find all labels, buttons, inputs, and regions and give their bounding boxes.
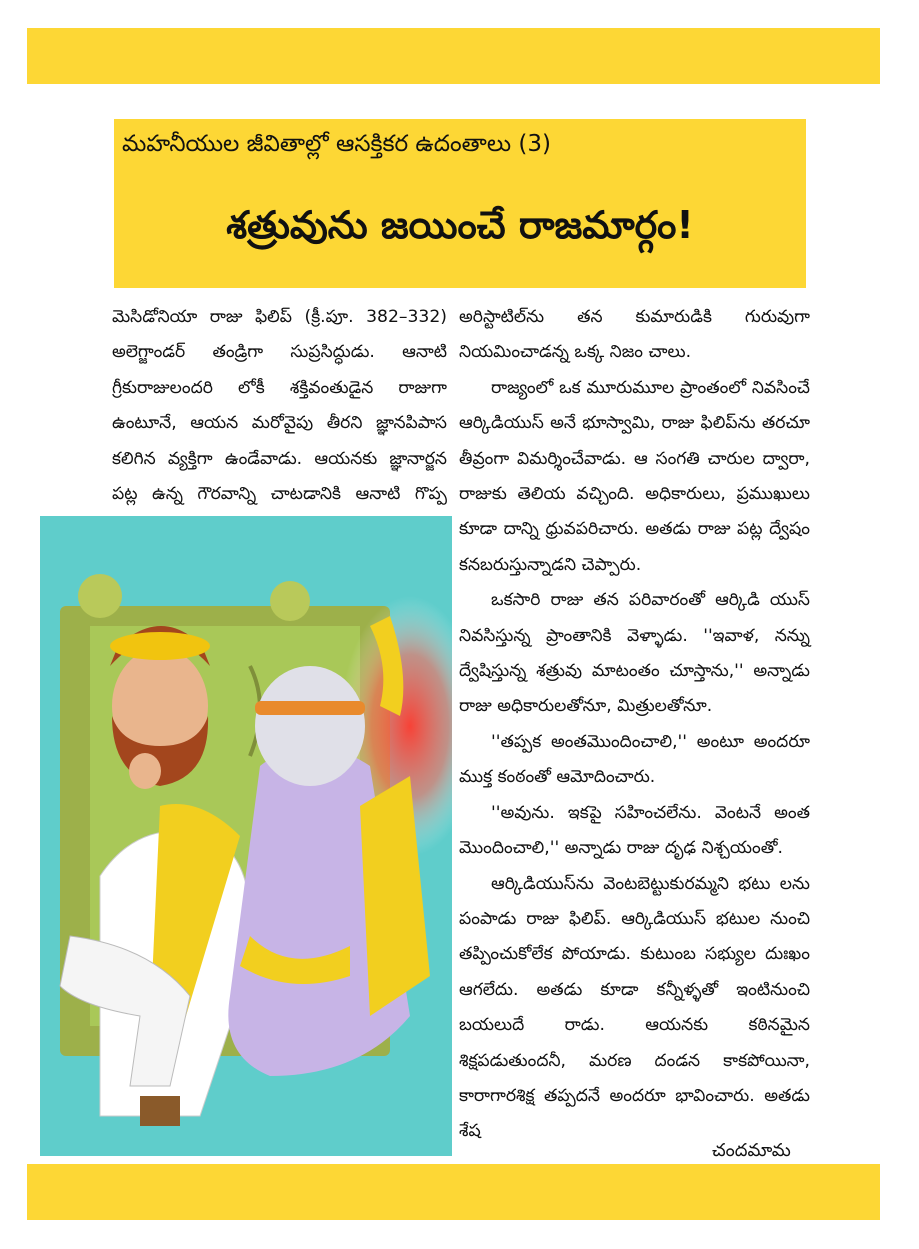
right-paragraph-1: అరిస్టాటిల్‌ను తన కుమారుడికి గురువుగా నియమించాడన్న ఒక్క నిజం చాలు.	[459, 307, 810, 363]
series-title: మహనీయుల జీవితాల్లో ఆసక్తికర ఉదంతాలు (3)	[122, 131, 551, 157]
left-column-text	[112, 300, 447, 548]
right-paragraph-6: ఆర్కిడియుస్‌ను వెంటబెట్టుకురమ్మని భటు లను పంపాడు రాజు ఫిలిప్. ఆర్కిడియుస్ భటుల నుంచి తప్పించుకోలేక పోయాడు. కుటుంబ సభ్యుల దుఃఖం ఆగలేదు. అతడు కూడా కన్నీళ్ళతో ఇంటినుంచి బయలుదే రాడు. ఆయనకు కఠినమైన శిక్షపడుతుందనీ, మరణ దండన కాకపోయినా, కారాగారశిక్ష తప్పదనే అందరూ భావించారు. అతడు శేష	[459, 873, 810, 1142]
right-paragraph-3: ఒకసారి రాజు తన పరివారంతో ఆర్కిడి యుస్ నివసిస్తున్న ప్రాంతానికి వెళ్ళాడు. ''ఇవాళ, నన్ను ద్వేషిస్తున్న శత్రువు మాటంతం చూస్తాను,'' అన్నాడు రాజు అధికారులతోనూ, మిత్రులతోనూ.	[459, 590, 810, 717]
right-column-text	[459, 300, 810, 1150]
right-paragraph-5: ''అవును. ఇకపై సహించలేను. వెంటనే అంత మొందించాలి,'' అన్నాడు రాజు దృఢ నిశ్చయంతో.	[459, 802, 810, 859]
king-and-elder-illustration	[40, 516, 452, 1156]
bottom-yellow-band	[27, 1164, 880, 1220]
title-box	[114, 119, 806, 288]
right-paragraph-2: రాజ్యంలో ఒక మూరుమూల ప్రాంతంలో నివసించే ఆర్కిడియుస్ అనే భూస్వామి, రాజు ఫిలిప్‌ను తరచూ తీవ్రంగా విమర్శించేవాడు. ఆ సంగతి చారుల ద్వారా, రాజుకు తెలియ వచ్చింది. అధికారులు, ప్రముఖులు కూడా దాన్ని ధ్రువపరిచారు. అతడు రాజు పట్ల ద్వేషం కనబరుస్తున్నాడని చెప్పారు.	[459, 377, 810, 575]
footer-magazine-name: చందమామ	[712, 1140, 791, 1161]
left-paragraph: మెసిడోనియా రాజు ఫిలిప్ (క్రీ.పూ. 382–332) అలెగ్జాండర్ తండ్రిగా సుప్రసిద్ధుడు. ఆనాటి గ్రీకురాజులందరి లోకీ శక్తివంతుడైన రాజుగా ఉంటూనే, ఆయన మరోవైపు తీరని జ్ఞానపిపాస కలిగిన వ్యక్తిగా ఉండేవాడు. ఆయనకు జ్ఞానార్జన పట్ల ఉన్న గౌరవాన్ని చాటడానికి ఆనాటి గొప్ప	[112, 307, 447, 505]
top-yellow-band	[27, 28, 880, 84]
right-paragraph-4: ''తప్పక అంతమొందించాలి,'' అంటూ అందరూ ముక్త కంఠంతో ఆమోదించారు.	[459, 731, 810, 788]
headline: శత్రువును జయించే రాజమార్గం!	[226, 203, 694, 247]
